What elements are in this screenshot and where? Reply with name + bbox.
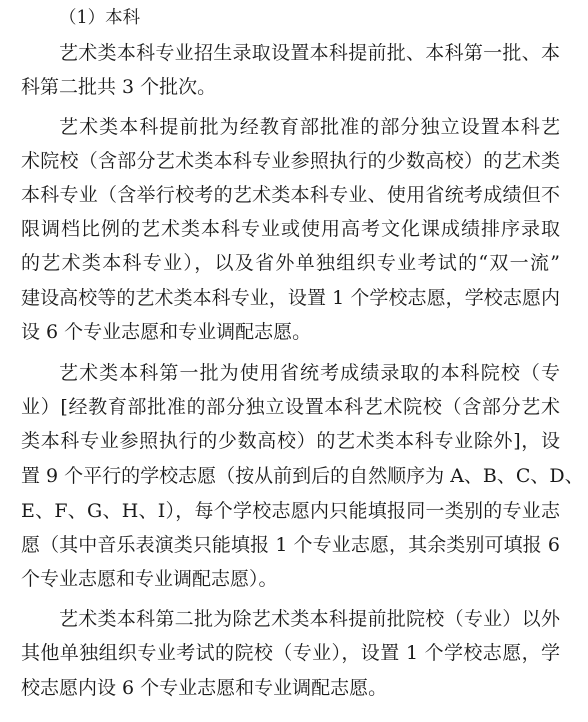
paragraph-2-line-5: 的艺术类本科专业），以及省外单独组织专业考试的“双一流” (21, 252, 560, 274)
paragraph-2-line-1: 艺术类本科提前批为经教育部批准的部分独立设置本科艺 (59, 116, 560, 138)
paragraph-3-line-7: 个专业志愿和专业调配志愿）。 (21, 568, 278, 590)
paragraph-3-line-6: 愿（其中音乐表演类只能填报 1 个专业志愿，其余类别可填报 6 (21, 534, 560, 556)
paragraph-2-line-3: 本科专业（含举行校考的艺术类本科专业、使用省统考成绩但不 (21, 184, 560, 206)
paragraph-4-line-3: 校志愿内设 6 个专业志愿和专业调配志愿。 (21, 677, 388, 699)
paragraph-1-line-2: 科第二批共 3 个批次。 (21, 76, 217, 98)
paragraph-3-line-2: 业）[经教育部批准的部分独立设置本科艺术院校（含部分艺术 (21, 396, 560, 418)
paragraph-3-line-5: E、F、G、H、I），每个学校志愿内只能填报同一类别的专业志 (21, 500, 560, 522)
paragraph-1-line-1: 艺术类本科专业招生录取设置本科提前批、本科第一批、本 (59, 42, 560, 64)
paragraph-2-line-2: 术院校（含部分艺术类本科专业参照执行的少数高校）的艺术类 (21, 150, 560, 172)
paragraph-3-line-1: 艺术类本科第一批为使用省统考成绩录取的本科院校（专 (59, 362, 560, 384)
paragraph-2-line-7: 设 6 个专业志愿和专业调配志愿。 (21, 321, 312, 343)
paragraph-4-line-1: 艺术类本科第二批为除艺术类本科提前批院校（专业）以外 (59, 608, 560, 630)
paragraph-2-line-6: 建设高校等的艺术类本科专业，设置 1 个学校志愿，学校志愿内 (21, 287, 560, 309)
paragraph-3-line-3: 类本科专业参照执行的少数高校）的艺术类本科专业除外]，设 (21, 430, 560, 452)
paragraph-3-line-4: 置 9 个平行的学校志愿（按从前到后的自然顺序为 A、B、C、D、 (21, 465, 584, 487)
paragraph-4-line-2: 其他单独组织专业考试的院校（专业），设置 1 个学校志愿，学 (21, 642, 560, 664)
paragraph-2-line-4: 限调档比例的艺术类本科专业或使用高考文化课成绩排序录取 (21, 218, 560, 240)
section-heading: （1）本科 (59, 8, 141, 28)
